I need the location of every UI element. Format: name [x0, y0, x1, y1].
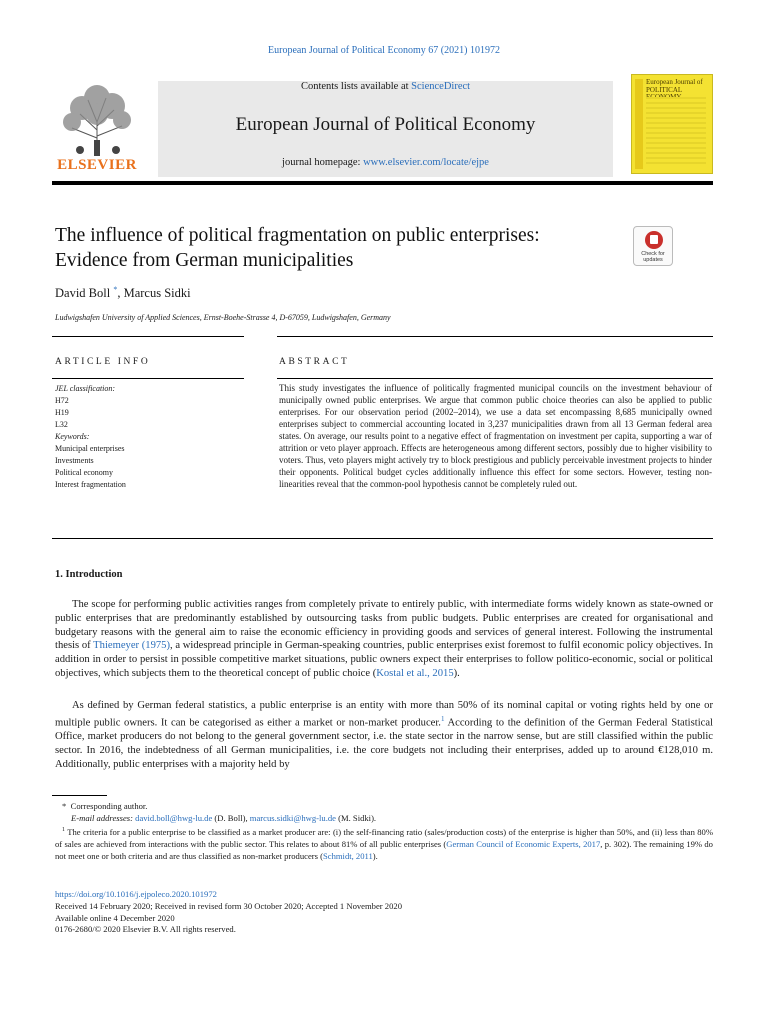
abstract-rule-bottom — [52, 538, 713, 539]
title-line-2: Evidence from German municipalities — [55, 250, 354, 271]
affiliation: Ludwigshafen University of Applied Sciences, Ernst-Boehe-Strasse 4, D-67059, Ludwigshafen, Germany — [55, 313, 391, 322]
homepage-prefix: journal homepage: — [282, 157, 364, 168]
corr-mark: * — [62, 801, 67, 811]
fn1-text-c: ). — [372, 850, 378, 861]
p1-text-c: ). — [453, 667, 460, 679]
citation-thiemeyer-link[interactable]: Thiemeyer (1975) — [93, 640, 170, 652]
corr-text: Corresponding author. — [70, 801, 148, 811]
sciencedirect-link[interactable]: ScienceDirect — [411, 81, 471, 92]
crossmark-icon — [645, 231, 663, 249]
title-line-1: The influence of political fragmentation on public enterprises: — [55, 225, 540, 246]
received-dates: Received 14 February 2020; Received in revised form 30 October 2020; Accepted 1 November 2020 — [55, 900, 402, 911]
article-info-heading: ARTICLE INFO — [55, 357, 151, 367]
citation-kostal-link[interactable]: Kostal et al., 2015 — [376, 667, 454, 679]
doi-link[interactable]: https://doi.org/10.1016/j.ejpoleco.2020.101972 — [55, 889, 217, 899]
author-2: Marcus Sidki — [123, 286, 191, 301]
cover-strip — [635, 79, 643, 169]
footnote-emails — [71, 812, 376, 824]
author-1: David Boll — [55, 286, 111, 301]
available-online: Available online 4 December 2020 — [55, 912, 175, 923]
keyword: Municipal enterprises — [55, 444, 125, 453]
jel-code: L32 — [55, 420, 68, 429]
article-meta — [55, 889, 402, 936]
corresponding-author-marker[interactable]: * — [113, 285, 118, 294]
fn1-text-a: The criteria for a public enterprise to be classified as a market producer are: (i) the self-financing ratio (sales/production costs) of the enterprise is higher than 50%, and (ii) less than 80% of sales are achieved from interactions with the public sector. This relates to about 81% of all public enterprises ( — [55, 826, 713, 849]
journal-citation[interactable] — [0, 45, 768, 56]
footnote-corresponding — [62, 800, 147, 812]
article-info-list — [55, 383, 126, 491]
author-separator: , — [117, 286, 124, 301]
email1-who: (D. Boll), — [212, 813, 250, 823]
jel-code: H72 — [55, 396, 69, 405]
homepage-link[interactable]: www.elsevier.com/locate/ejpe — [363, 157, 489, 168]
keywords-label: Keywords: — [55, 432, 90, 441]
contents-line — [158, 81, 613, 92]
cover-title: European Journal of POLITICAL — [646, 78, 703, 94]
email-label: E-mail addresses: — [71, 813, 133, 823]
homepage-line — [158, 157, 613, 168]
header-rule — [52, 181, 713, 185]
cover-contents-lines — [646, 97, 706, 167]
paper-title — [55, 223, 615, 273]
citation-schmidt-link[interactable]: Schmidt, 2011 — [322, 850, 373, 861]
section-heading-introduction: 1. Introduction — [55, 569, 123, 580]
article-info-rule-top — [52, 336, 244, 337]
body-paragraph-2 — [55, 699, 713, 772]
email-link-sidki[interactable]: marcus.sidki@hwg-lu.de — [249, 813, 336, 823]
keyword: Investments — [55, 456, 94, 465]
citation-gcee-link[interactable]: German Council of Economic Experts, 2017 — [446, 838, 601, 849]
elsevier-wordmark: ELSEVIER — [57, 157, 137, 173]
copyright: 0176-2680/© 2020 Elsevier B.V. All rights reserved. — [55, 924, 236, 935]
check-for-updates-button[interactable] — [633, 226, 673, 266]
keyword: Political economy — [55, 468, 113, 477]
p1-text-b: , a widespread principle in German-speaking countries, public enterprises exist foremost to fulfil economic policy objectives. In addition in order to persist in possible competitive market situations, public owners expect their enterprises to follow politico-economic, social or political objectives, which subjects them to the theoretical concept of public choice ( — [55, 640, 713, 679]
citation-link[interactable]: European Journal of Political Economy 67 (2021) 101972 — [268, 45, 500, 56]
email-link-boll[interactable]: david.boll@hwg-lu.de — [135, 813, 213, 823]
crossmark-label: Check for updates — [641, 251, 665, 263]
footnote-1-number: 1 — [62, 827, 65, 833]
p2-text-b: According to the definition of the German Federal Statistical Office, market producers do not belong to the general government sector, i.e. the state sector in the narrow sense, but are still classified within the public sector. In 2016, the indebtedness of all German municipalities, i.e. the core budgets not including their enterprises, added up to around €128,010 m. Additionally, public enterprises with a majority held by — [55, 717, 713, 770]
abstract-rule — [277, 378, 713, 379]
contents-prefix: Contents lists available at — [300, 81, 412, 92]
body-paragraph-1 — [55, 598, 713, 681]
abstract-text: This study investigates the influence of politically fragmented municipal councils on the investment behaviour of municipally owned public enterprises. We argue that common public choice theories can also be applied to public enterprises. For our observation period (2002–2014), we use a data set encompassing 8,685 municipally owned enterprises subject to commercial accounting located in 3,237 municipalities drawn from all 13 German federal area states. On average, our results point to a negative effect of fragmentation on investment per capita, supporting a war of attrition or veto player approach. Effects are heterogeneous among different sectors, possibly due to higher visibility to voters. Thus, veto players might actively try to block prestigious and publicly perceivable investment projects to hinder their opponents. Political budget cycles additionally influence this effect for some sectors. However, testing non-linearities reveal that the common-pool hypothesis cannot be completely ruled out. — [279, 383, 712, 489]
jel-code: H19 — [55, 408, 69, 417]
fn1-text-b: , p. 302). The remaining 19% do not meet one or both criteria and are thus classified as non-market producers ( — [55, 838, 713, 861]
footnote-rule — [52, 795, 107, 796]
p1-text-a: The scope for performing public activities ranges from completely private to entirely public, with intermediate forms widely known as state-owned or public enterprises that are predominantly established by outsourcing tasks from public budgets. Public enterprises are created for organisational and budgetary reasons with the general aim to raise the economic efficiency in providing goods and services of general interest. Following the instrumental thesis of — [55, 599, 713, 652]
email2-who: (M. Sidki). — [335, 813, 377, 823]
footnote-1-ref[interactable]: 1 — [440, 714, 445, 723]
jel-label: JEL classification: — [55, 384, 116, 393]
journal-cover-thumbnail[interactable] — [631, 74, 713, 174]
keyword: Interest fragmentation — [55, 480, 126, 489]
p2-text-a: As defined by German federal statistics, a public enterprise is an entity with more than 50% of its nominal capital or voting rights held by one or multiple public owners. It can be categorised as either a market or non-market producer. — [55, 700, 713, 729]
author-list — [55, 285, 191, 301]
footnote-1 — [55, 824, 713, 862]
article-info-rule — [52, 378, 244, 379]
abstract-heading: ABSTRACT — [279, 357, 350, 367]
abstract-rule-top — [277, 336, 713, 337]
journal-title: European Journal of Political Economy — [235, 114, 536, 135]
